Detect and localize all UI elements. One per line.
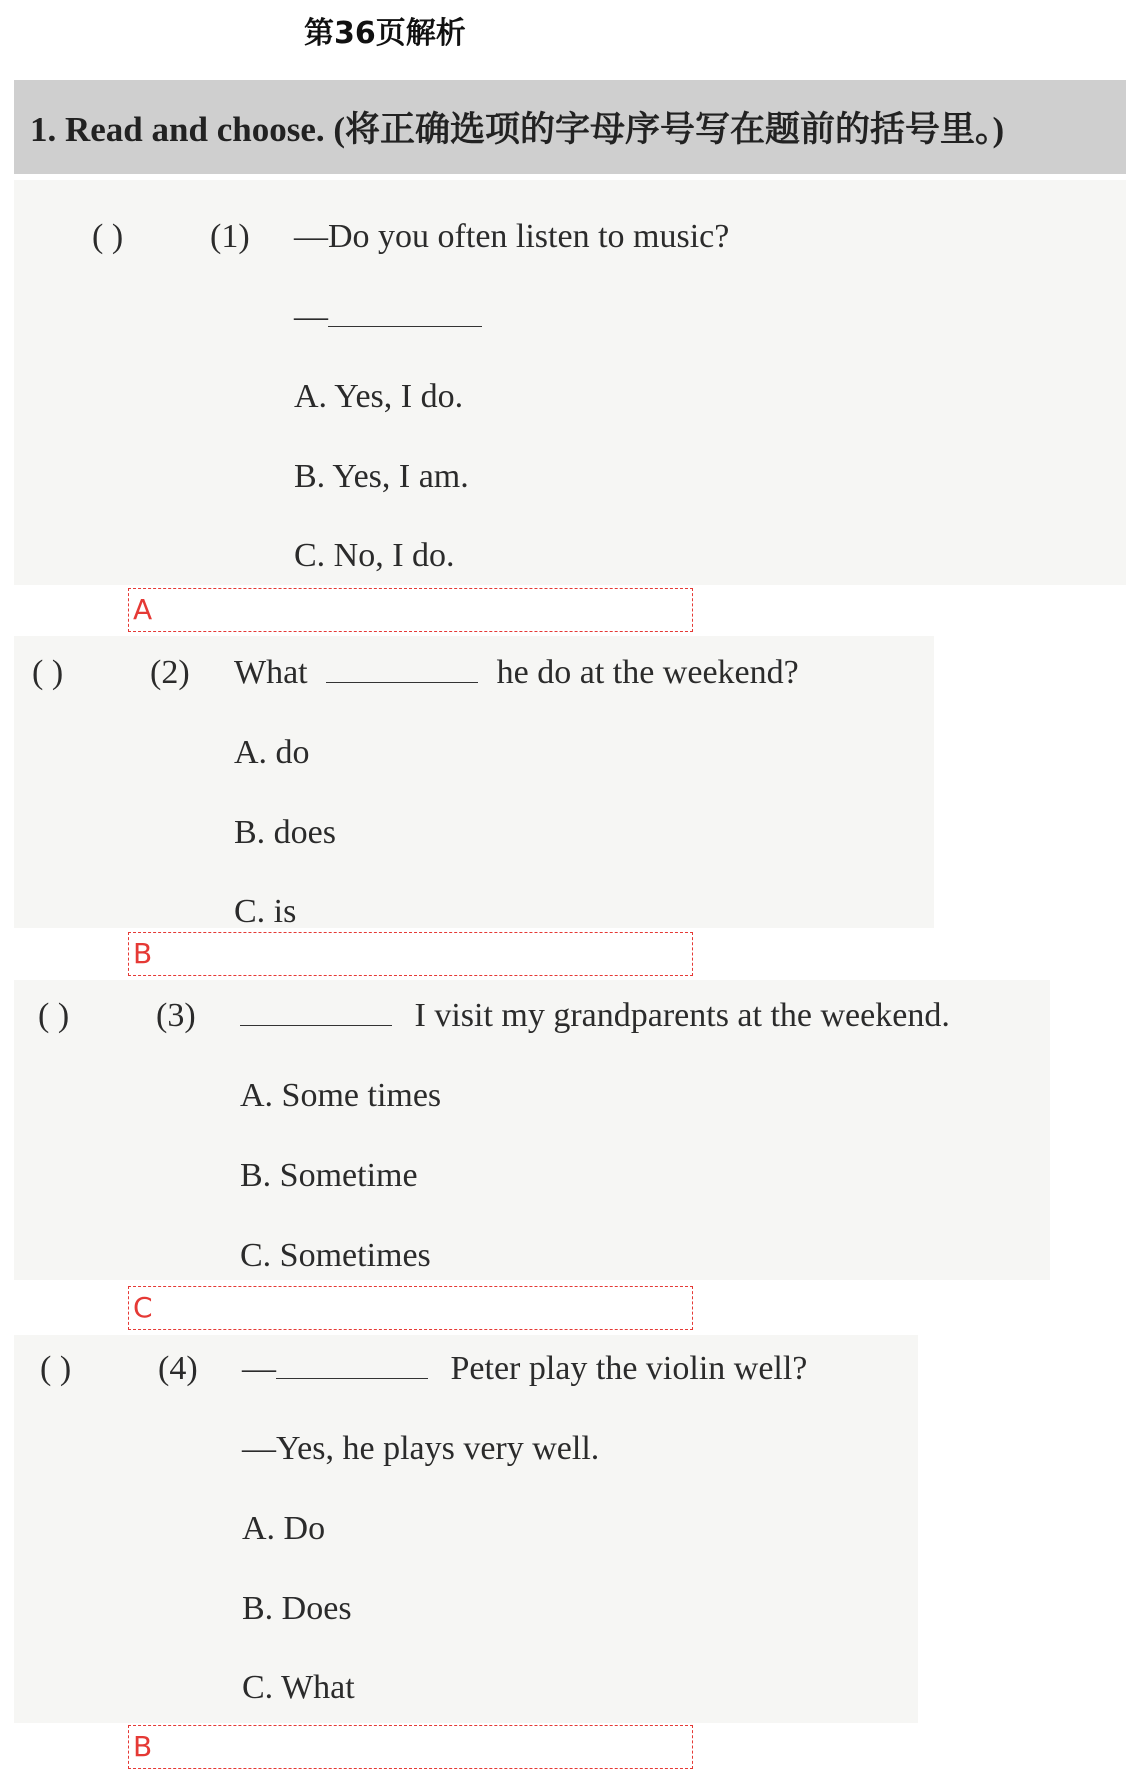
question-1-paren: ( ) <box>92 218 124 255</box>
question-3-stem-after: I visit my grandparents at the weekend. <box>414 997 950 1034</box>
question-1-answer: A <box>133 593 153 626</box>
question-3-answer: C <box>133 1291 153 1324</box>
question-1-blank <box>328 298 482 327</box>
question-4 <box>14 1335 918 1723</box>
question-4-option-a: A. Do <box>242 1510 326 1547</box>
question-2-option-b: B. does <box>234 814 336 851</box>
question-1-option-c: C. No, I do. <box>294 537 455 574</box>
question-1-number: (1) <box>210 218 250 255</box>
question-1-dash: — <box>294 298 328 335</box>
question-2-number: (2) <box>150 654 190 691</box>
question-3-option-b: B. Sometime <box>240 1157 418 1194</box>
question-3-blank <box>240 997 392 1026</box>
question-2-paren: ( ) <box>32 654 64 691</box>
question-2-blank <box>326 654 478 683</box>
question-2-answer-box <box>128 932 693 976</box>
page-title: 第36页解析 <box>304 16 466 51</box>
question-1-option-b: B. Yes, I am. <box>294 458 469 495</box>
question-3-paren: ( ) <box>38 997 70 1034</box>
question-2-stem-after: he do at the weekend? <box>496 654 799 691</box>
question-4-answer-box <box>128 1725 693 1769</box>
question-2-stem <box>234 654 799 692</box>
section-header <box>14 80 1126 174</box>
question-4-answer: B <box>133 1730 153 1763</box>
question-4-stem-after: Peter play the violin well? <box>450 1350 808 1387</box>
question-4-blank <box>276 1350 428 1379</box>
question-1-response-line <box>294 298 482 336</box>
section-heading: 1. Read and choose. (将正确选项的字母序号写在题前的括号里。) <box>30 110 1005 149</box>
question-4-option-c: C. What <box>242 1669 355 1706</box>
question-4-paren: ( ) <box>40 1350 72 1387</box>
question-2-stem-before: What <box>234 654 308 691</box>
question-3-stem <box>240 997 950 1035</box>
question-4-response: —Yes, he plays very well. <box>242 1430 600 1467</box>
question-2-option-a: A. do <box>234 734 310 771</box>
question-4-stem-before: — <box>242 1350 276 1387</box>
question-2-answer: B <box>133 937 153 970</box>
question-4-option-b: B. Does <box>242 1590 352 1627</box>
question-3-number: (3) <box>156 997 196 1034</box>
question-1-stem: —Do you often listen to music? <box>294 218 730 255</box>
question-1-answer-box <box>128 588 693 632</box>
question-2-option-c: C. is <box>234 893 297 930</box>
question-1-option-a: A. Yes, I do. <box>294 378 464 415</box>
question-4-number: (4) <box>158 1350 198 1387</box>
question-3-answer-box <box>128 1286 693 1330</box>
question-3-option-c: C. Sometimes <box>240 1237 431 1274</box>
question-4-stem <box>242 1350 807 1388</box>
question-3-option-a: A. Some times <box>240 1077 442 1114</box>
